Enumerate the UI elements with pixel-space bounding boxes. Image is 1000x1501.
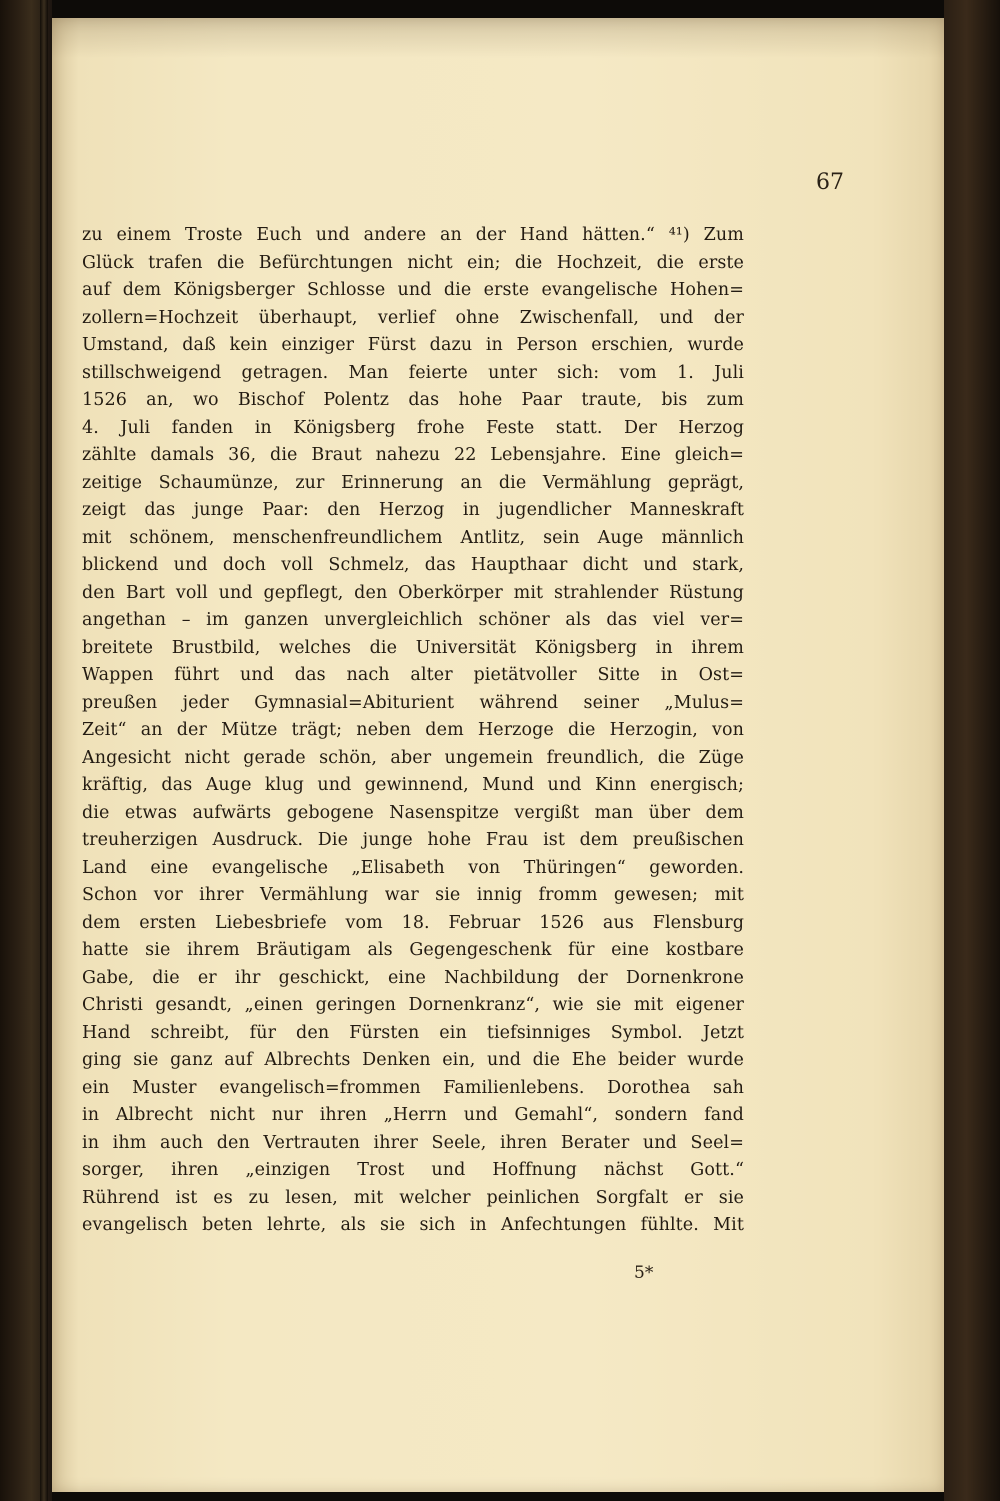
text-line: zeigt das junge Paar: den Herzog in jugendlicher Manneskraft — [82, 500, 744, 520]
text-line: blickend und doch voll Schmelz, das Haupthaar dicht und stark, — [82, 555, 744, 575]
page-number: 67 — [816, 170, 844, 195]
right-cover-edge — [944, 0, 1000, 1501]
text-line: angethan – im ganzen unvergleichlich schöner als das viel ver= — [82, 610, 744, 630]
text-line: dem ersten Liebesbriefe vom 18. Februar 1526 aus Flensburg — [82, 912, 744, 933]
text-line: 4. Juli fanden in Königsberg frohe Feste statt. Der Herzog — [82, 417, 744, 438]
text-line: auf dem Königsberger Schlosse und die erste evangelische Hohen= — [82, 280, 744, 300]
text-line: 1526 an, wo Bischof Polentz das hohe Paar traute, bis zum — [82, 390, 744, 410]
signature-mark: 5* — [634, 1263, 654, 1283]
binding-gutter — [40, 0, 48, 1501]
text-line: in Albrecht nicht nur ihren „Herrn und Gemahl“, sondern fand — [82, 1105, 744, 1125]
text-line: zollern=Hochzeit überhaupt, verlief ohne Zwischenfall, und der — [82, 307, 744, 328]
text-line: evangelisch beten lehrte, als sie sich in Anfechtungen fühlte. Mit — [82, 1215, 744, 1235]
text-line: Hand schreibt, für den Fürsten ein tiefsinniges Symbol. Jetzt — [82, 1022, 744, 1043]
text-line: Glück trafen die Befürchtungen nicht ein; die Hochzeit, die erste — [82, 252, 744, 273]
text-line: die etwas aufwärts gebogene Nasenspitze vergißt man über dem — [82, 802, 744, 823]
text-line: Gabe, die er ihr geschickt, eine Nachbildung der Dornenkrone — [82, 967, 744, 988]
text-line: Christi gesandt, „einen geringen Dornenkranz“, wie sie mit eigener — [82, 995, 744, 1015]
text-line: Wappen führt und das nach alter pietätvoller Sitte in Ost= — [82, 665, 744, 685]
text-line: Rührend ist es zu lesen, mit welcher peinlichen Sorgfalt er sie — [82, 1187, 744, 1208]
text-line: kräftig, das Auge klug und gewinnend, Mund und Kinn energisch; — [82, 775, 744, 795]
text-line: Umstand, daß kein einziger Fürst dazu in Person erschien, wurde — [82, 335, 744, 355]
text-line: Land eine evangelische „Elisabeth von Thüringen“ geworden. — [82, 857, 744, 878]
text-line: zu einem Troste Euch und andere an der Hand hätten.“ ⁴¹) Zum — [82, 225, 744, 245]
text-line: breitete Brustbild, welches die Universität Königsberg in ihrem — [82, 637, 744, 658]
text-line: treuherzigen Ausdruck. Die junge hohe Frau ist dem preußischen — [82, 830, 744, 850]
text-line: preußen jeder Gymnasial=Abiturient während seiner „Mulus= — [82, 692, 744, 713]
text-line: hatte sie ihrem Bräutigam als Gegengeschenk für eine kostbare — [82, 940, 744, 960]
text-line: Angesicht nicht gerade schön, aber ungemein freundlich, die Züge — [82, 747, 744, 768]
text-line: Zeit“ an der Mütze trägt; neben dem Herzoge die Herzogin, von — [82, 720, 744, 740]
text-line: den Bart voll und gepflegt, den Oberkörper mit strahlender Rüstung — [82, 582, 744, 603]
text-line: in ihm auch den Vertrauten ihrer Seele, ihren Berater und Seel= — [82, 1132, 744, 1153]
text-line: mit schönem, menschenfreundlichem Antlitz, sein Auge männlich — [82, 527, 744, 548]
text-line: ein Muster evangelisch=frommen Familienlebens. Dorothea sah — [82, 1077, 744, 1098]
text-line: zählte damals 36, die Braut nahezu 22 Lebensjahre. Eine gleich= — [82, 445, 744, 465]
text-line: sorger, ihren „einzigen Trost und Hoffnung nächst Gott.“ — [82, 1160, 744, 1180]
text-line: ging sie ganz auf Albrechts Denken ein, und die Ehe beider wurde — [82, 1050, 744, 1070]
text-line: Schon vor ihrer Vermählung war sie innig fromm gewesen; mit — [82, 885, 744, 905]
text-line: zeitige Schaumünze, zur Erinnerung an die Vermählung geprägt, — [82, 472, 744, 493]
body-text — [82, 222, 744, 1240]
text-line: stillschweigend getragen. Man feierte unter sich: vom 1. Juli — [82, 362, 744, 383]
